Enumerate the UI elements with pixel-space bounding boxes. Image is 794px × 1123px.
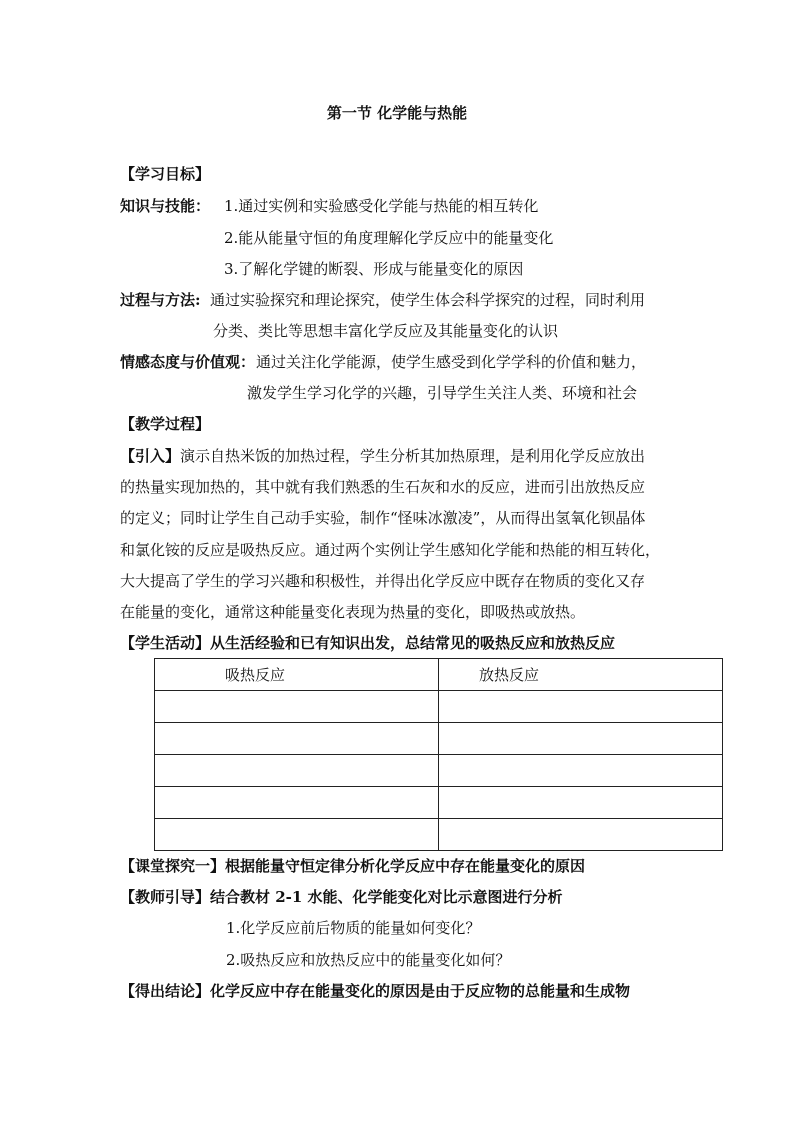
table-row [155,691,723,723]
process-line-2: 分类、类比等思想丰富化学反应及其能量变化的认识 [213,322,559,340]
intro-paragraph-line-1 [120,446,645,466]
table-cell [155,755,439,787]
table-row [155,755,723,787]
process-line-1: 通过实验探究和理论探究，使学生体会科学探究的过程，同时利用 [210,291,646,309]
knowledge-item-2: 2.能从能量守恒的角度理解化学反应中的能量变化 [224,229,554,247]
table-header-row [155,659,723,691]
header-endothermic: 吸热反应 [155,659,439,691]
student-activity: 【学生活动】从生活经验和已有知识出发，总结常见的吸热反应和放热反应 [120,634,616,652]
intro-text-1: 演示自热米饭的加热过程，学生分析其加热原理，是利用化学反应放出 [180,447,646,465]
table-cell [439,691,723,723]
table-cell [155,723,439,755]
table-cell [439,819,723,851]
table-cell [439,755,723,787]
table-cell [439,723,723,755]
class-explore-heading: 【课堂探究一】根据能量守恒定律分析化学反应中存在能量变化的原因 [120,857,586,875]
emotion-label: 情感态度与价值观： [120,353,256,371]
emotion-line-1: 通过关注化学能源，使学生感受到化学学科的价值和魅力， [256,353,647,371]
table-cell [155,787,439,819]
table-cell [155,691,439,723]
process-heading: 【教学过程】 [120,415,211,433]
table-cell [155,819,439,851]
question-1: 1.化学反应前后物质的能量如何变化？ [226,919,481,937]
intro-label: 【引入】 [120,447,181,465]
conclusion: 【得出结论】化学反应中存在能量变化的原因是由于反应物的总能量和生成物 [120,982,631,1000]
knowledge-label: 知识与技能： [120,197,211,215]
intro-paragraph-line-2: 的热量实现加热的，其中就有我们熟悉的生石灰和水的反应，进而引出放热反应 [120,478,646,496]
reaction-table [154,658,723,851]
intro-paragraph-line-3: 的定义；同时让学生自己动手实验，制作“怪味冰激凌”，从而得出氢氧化钡晶体 [120,509,646,527]
teacher-guide: 【教师引导】结合教材 2-1 水能、化学能变化对比示意图进行分析 [120,888,563,906]
question-2: 2.吸热反应和放热反应中的能量变化如何？ [226,951,511,969]
intro-paragraph-line-4: 和氯化铵的反应是吸热反应。通过两个实例让学生感知化学能和热能的相互转化， [120,541,661,559]
intro-paragraph-line-5: 大大提高了学生的学习兴趣和积极性，并得出化学反应中既存在物质的变化又存 [120,572,646,590]
knowledge-item-3: 3.了解化学键的断裂、形成与能量变化的原因 [224,260,524,278]
intro-paragraph-line-6: 在能量的变化，通常这种能量变化表现为热量的变化，即吸热或放热。 [120,603,586,621]
emotion-line-2: 激发学生学习化学的兴趣，引导学生关注人类、环境和社会 [247,384,638,402]
table-cell [439,787,723,819]
header-exothermic: 放热反应 [439,659,723,691]
table-row [155,723,723,755]
knowledge-item-1: 1.通过实例和实验感受化学能与热能的相互转化 [224,197,539,215]
goals-heading: 【学习目标】 [120,165,211,183]
table-row [155,819,723,851]
process-label: 过程与方法: [120,291,201,309]
page-title: 第一节 化学能与热能 [326,104,468,122]
table-row [155,787,723,819]
